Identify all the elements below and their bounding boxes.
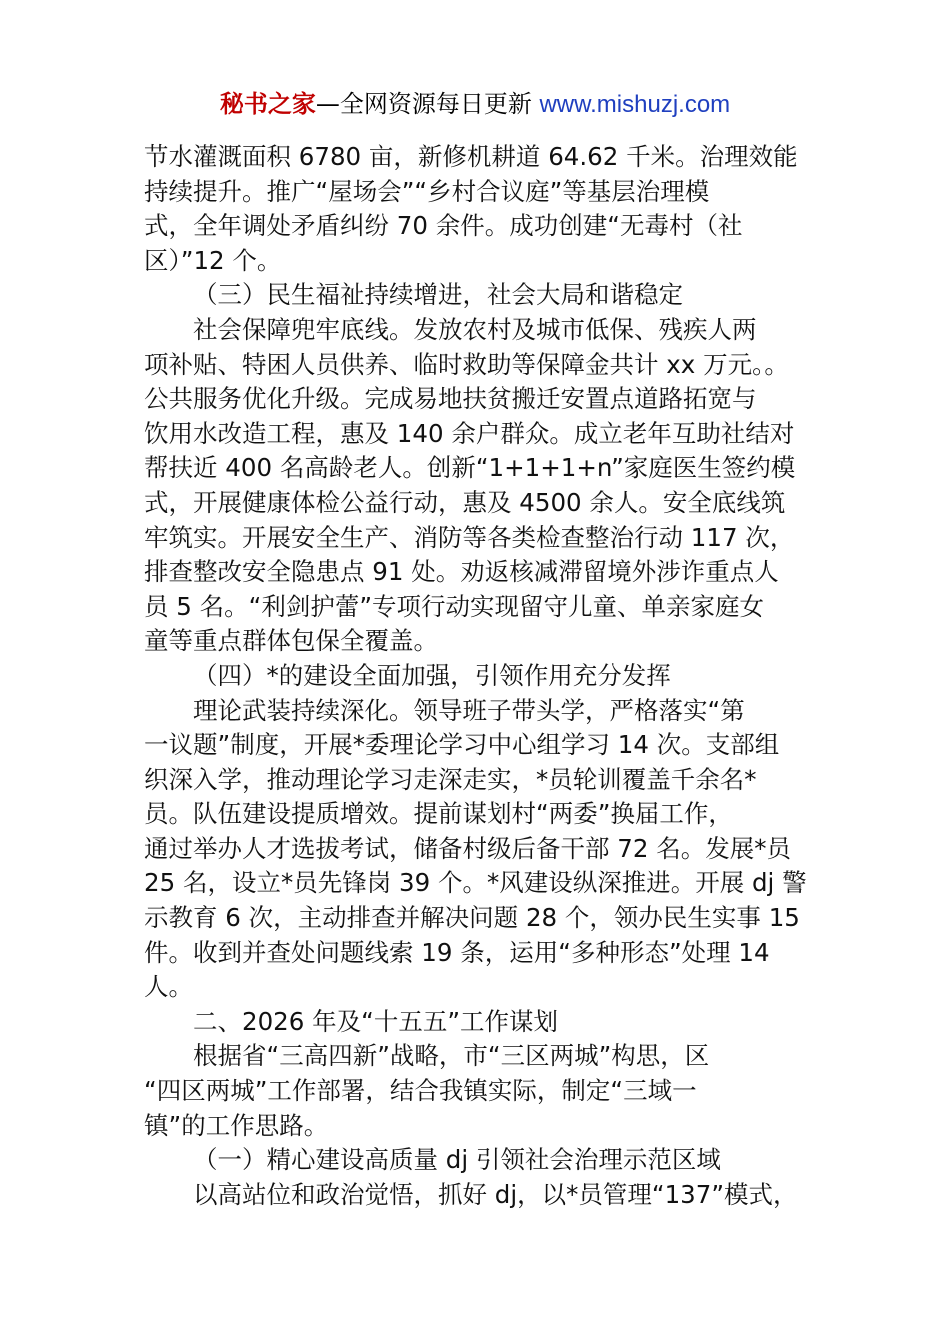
site-url-link[interactable]: www.mishuzj.com	[539, 91, 731, 118]
text-line: 项补贴、特困人员供养、临时救助等保障金共计 xx 万元。。	[144, 349, 789, 379]
text-line: 根据省“三高四新”战略，市“三区两城”构思，区	[193, 1041, 710, 1071]
text-line: 饮用水改造工程，惠及 140 余户群众。成立老年互助社结对	[144, 418, 795, 448]
text-line: 式，全年调处矛盾纠纷 70 余件。成功创建“无毒村（社	[144, 211, 743, 241]
text-line: 示教育 6 次，主动排查并解决问题 28 个，领办民生实事 15	[144, 903, 800, 933]
text-line: 一议题”制度，开展*委理论学习中心组学习 14 次。支部组	[144, 730, 780, 760]
header-tagline: —全网资源每日更新	[315, 90, 540, 118]
text-line: 员。队伍建设提质增效。提前谋划村“两委”换届工作，	[144, 799, 733, 829]
text-line: 排查整改安全隐患点 91 处。劝返核减滞留境外涉诈重点人	[144, 557, 779, 587]
text-line: 镇”的工作思路。	[144, 1110, 329, 1140]
text-line: 25 名，设立*员先锋岗 39 个。*风建设纵深推进。开展 dj 警	[144, 868, 807, 898]
text-line: 区）”12 个。	[144, 245, 282, 275]
text-line: 织深入学，推动理论学习走深走实，*员轮训覆盖千余名*	[144, 764, 757, 794]
text-line: 帮扶近 400 名高龄老人。创新“1+1+1+n”家庭医生签约模	[144, 453, 796, 483]
text-line: （四）*的建设全面加强，引领作用充分发挥	[193, 660, 671, 690]
text-line: 理论武装持续深化。领导班子带头学，严格落实“第	[193, 695, 745, 725]
text-line: 二、2026 年及“十五五”工作谋划	[193, 1006, 559, 1036]
text-line: 牢筑实。开展安全生产、消防等各类检查整治行动 117 次，	[144, 522, 795, 552]
text-line: （三）民生福祉持续增进，社会大局和谐稳定	[193, 280, 683, 310]
text-line: 童等重点群体包保全覆盖。	[144, 626, 438, 656]
text-line: （一）精心建设高质量 dj 引领社会治理示范区域	[193, 1145, 721, 1175]
text-line: 员 5 名。“利剑护蕾”专项行动实现留守儿童、单亲家庭女	[144, 591, 765, 621]
text-line: 节水灌溉面积 6780 亩，新修机耕道 64.62 千米。治理效能	[144, 142, 798, 171]
text-line: 通过举办人才选拔考试，储备村级后备干部 72 名。发展*员	[144, 833, 791, 863]
site-header	[0, 88, 950, 121]
text-line: 件。收到并查处问题线索 19 条，运用“多种形态”处理 14	[144, 937, 770, 967]
text-line: “四区两城”工作部署，结合我镇实际，制定“三域一	[144, 1076, 697, 1106]
site-brand: 秘书之家	[219, 90, 316, 118]
text-line: 式，开展健康体检公益行动，惠及 4500 余人。安全底线筑	[144, 487, 786, 517]
text-line: 人。	[144, 972, 193, 1002]
text-line: 社会保障兜牢底线。发放农村及城市低保、残疾人两	[193, 314, 757, 344]
text-line: 持续提升。推广“屋场会”“乡村合议庭”等基层治理模	[144, 176, 710, 206]
text-line: 以高站位和政治觉悟，抓好 dj，以*员管理“137”模式，	[193, 1179, 798, 1209]
text-line: 公共服务优化升级。完成易地扶贫搬迁安置点道路拓宽与	[144, 384, 757, 414]
document-body	[144, 140, 836, 1212]
